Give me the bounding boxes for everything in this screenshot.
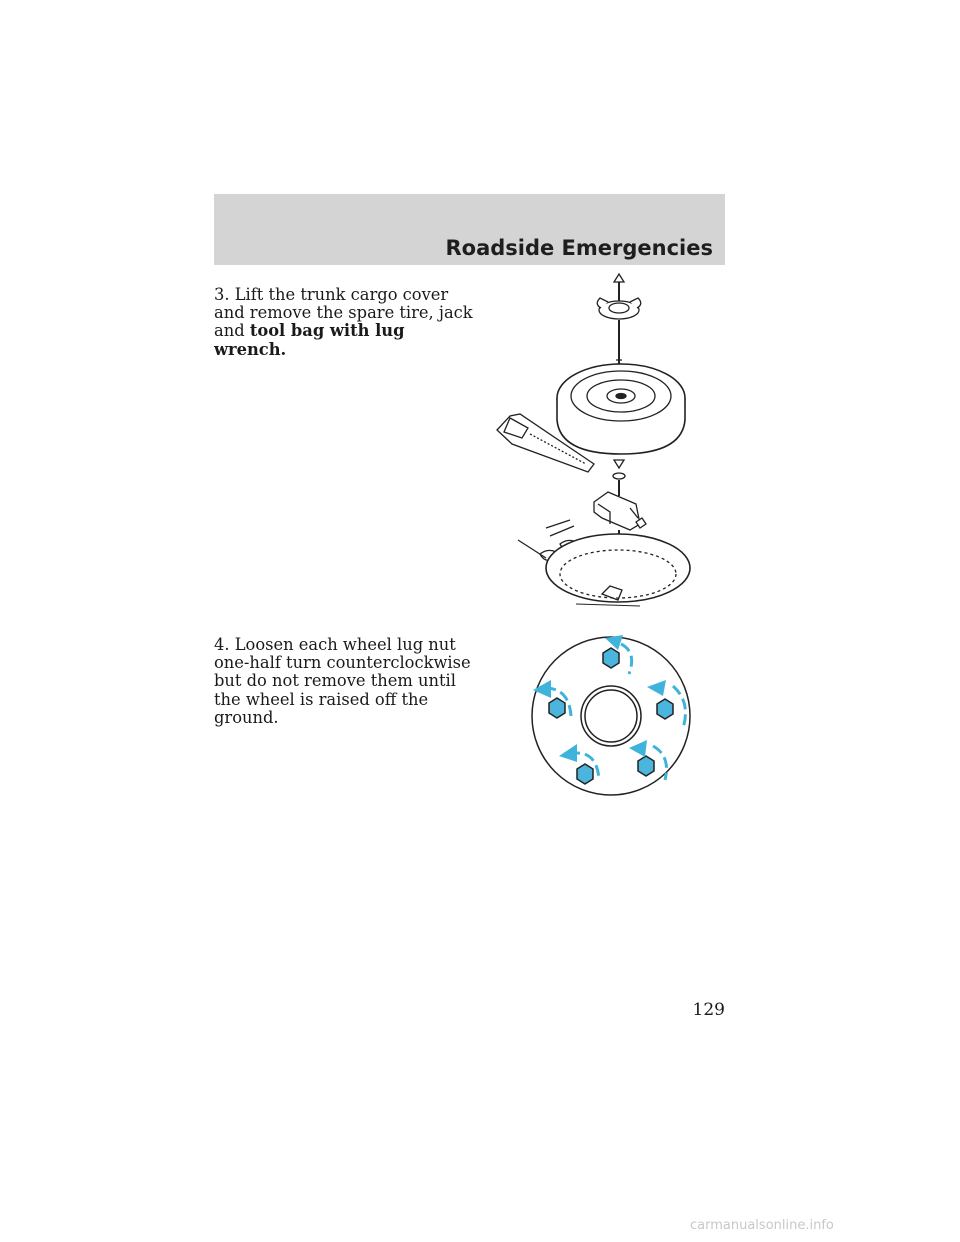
step-3-body: Lift the trunk cargo cover and remove the spare tire, jack and [214,285,473,341]
lug-nut [638,756,654,776]
section-title: Roadside Emergencies [445,236,713,260]
lug-nut [603,648,619,668]
step-4-body: Loosen each wheel lug nut one-half turn counterclockwise but do not remove them until the wheel is raised off the ground. [214,635,471,727]
lug-nut [657,699,673,719]
step-4-text [214,636,476,727]
step-3-text [214,286,476,359]
spare-tire-jack-exploded-icon [490,268,700,610]
page-number: 129 [692,1000,725,1020]
step-3-number: 3. [214,285,230,304]
step-4-number: 4. [214,635,230,654]
section-header-band [214,194,725,265]
lug-nut [549,698,565,718]
footer-watermark[interactable]: carmanualsonline.info [690,1218,834,1233]
lug-nut [577,764,593,784]
step-3-bold: tool bag with lug wrench. [214,321,405,359]
wheel-lug-nuts-icon [525,630,697,802]
